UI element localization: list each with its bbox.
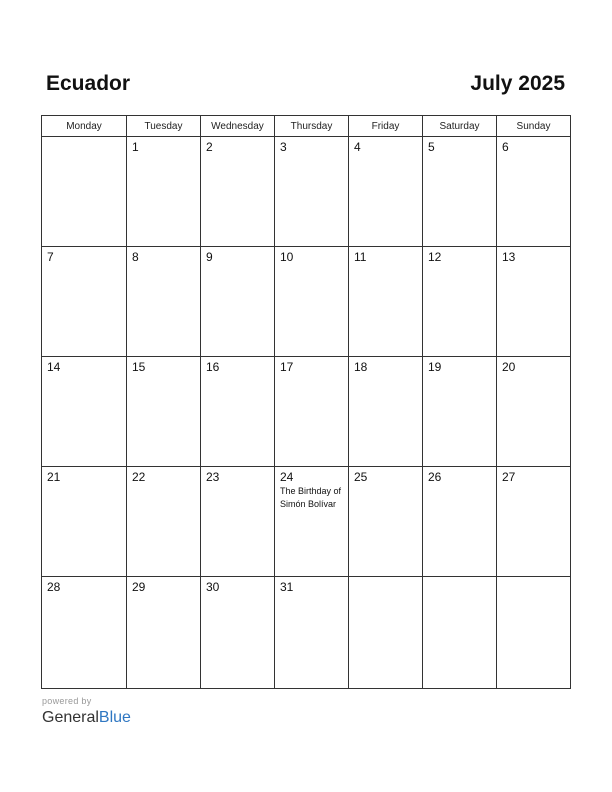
day-cell-30: [201, 577, 275, 688]
day-cell-18: [349, 357, 423, 467]
day-number: 8: [132, 250, 139, 264]
empty-day-cell: [497, 577, 570, 688]
day-number: 20: [502, 360, 516, 374]
day-number: 13: [502, 250, 516, 264]
day-cell-17: [275, 357, 349, 467]
day-number: 5: [428, 140, 435, 154]
weekday-header-wed: Wednesday: [201, 116, 275, 137]
day-cell-6: [497, 137, 570, 247]
day-cell-8: [127, 247, 201, 357]
day-cell-28: [42, 577, 127, 688]
day-cell-5: [423, 137, 497, 247]
day-number: 1: [132, 140, 139, 154]
day-cell-9: [201, 247, 275, 357]
day-cell-3: [275, 137, 349, 247]
day-cell-2: [201, 137, 275, 247]
day-cell-7: [42, 247, 127, 357]
day-cell-25: [349, 467, 423, 577]
day-number: 26: [428, 470, 442, 484]
day-cell-14: [42, 357, 127, 467]
weekday-header-mon: Monday: [42, 116, 127, 137]
generalblue-logo[interactable]: [42, 708, 131, 728]
day-number: 31: [280, 580, 294, 594]
day-cell-13: [497, 247, 570, 357]
day-number: 24: [280, 470, 294, 484]
day-cell-12: [423, 247, 497, 357]
day-number: 23: [206, 470, 220, 484]
day-cell-4: [349, 137, 423, 247]
powered-by-text: powered by: [42, 696, 92, 706]
day-number: 6: [502, 140, 509, 154]
day-cell-23: [201, 467, 275, 577]
weekday-header-thu: Thursday: [275, 116, 349, 137]
day-number: 4: [354, 140, 361, 154]
day-number: 9: [206, 250, 213, 264]
day-cell-11: [349, 247, 423, 357]
day-number: 28: [47, 580, 61, 594]
day-cell-10: [275, 247, 349, 357]
month-year-title: July 2025: [470, 72, 565, 95]
weekday-header-fri: Friday: [349, 116, 423, 137]
day-number: 18: [354, 360, 368, 374]
brand-blue: Blue: [98, 709, 131, 726]
day-number: 29: [132, 580, 146, 594]
day-cell-29: [127, 577, 201, 688]
day-number: 27: [502, 470, 516, 484]
day-number: 17: [280, 360, 294, 374]
day-cell-22: [127, 467, 201, 577]
day-number: 2: [206, 140, 213, 154]
empty-day-cell: [349, 577, 423, 688]
day-cell-27: [497, 467, 570, 577]
brand-general: General: [42, 709, 99, 726]
day-number: 10: [280, 250, 294, 264]
day-cell-21: [42, 467, 127, 577]
day-number: 22: [132, 470, 146, 484]
day-cell-26: [423, 467, 497, 577]
day-cell-1: [127, 137, 201, 247]
day-cell-19: [423, 357, 497, 467]
day-number: 14: [47, 360, 61, 374]
day-cell-24: [275, 467, 349, 577]
day-cell-16: [201, 357, 275, 467]
day-cell-31: [275, 577, 349, 688]
day-number: 7: [47, 250, 54, 264]
day-number: 25: [354, 470, 368, 484]
holiday-label: The Birthday of Simón Bolívar: [280, 486, 342, 509]
weekday-header-tue: Tuesday: [127, 116, 201, 137]
day-number: 30: [206, 580, 220, 594]
empty-day-cell: [423, 577, 497, 688]
weekday-header-sat: Saturday: [423, 116, 497, 137]
day-cell-20: [497, 357, 570, 467]
country-title: Ecuador: [46, 72, 131, 95]
day-cell-15: [127, 357, 201, 467]
day-number: 21: [47, 470, 61, 484]
weekday-header-sun: Sunday: [497, 116, 570, 137]
day-number: 16: [206, 360, 220, 374]
day-number: 19: [428, 360, 442, 374]
day-number: 15: [132, 360, 146, 374]
day-number: 12: [428, 250, 442, 264]
calendar-grid: [41, 115, 571, 689]
day-number: 11: [354, 250, 367, 264]
footer: [42, 696, 131, 728]
day-number: 3: [280, 140, 287, 154]
calendar-header: [46, 72, 565, 98]
empty-day-cell: [42, 137, 127, 247]
